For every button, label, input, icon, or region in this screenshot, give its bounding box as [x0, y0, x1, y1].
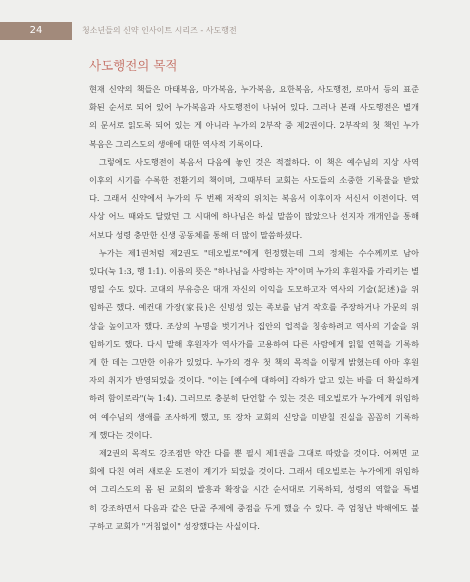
text-line: 있다(눅 1:3, 행 1:1). 이름의 뜻은 "하나님을 사랑하는 자"이며 누가의 후원자를 가리키는 별	[89, 266, 419, 277]
text-line: 서보다 성령 충만한 신생 공동체를 통해 더 많이 말씀하셨다.	[89, 229, 303, 240]
page-number: 24	[0, 22, 72, 40]
body-text	[89, 80, 419, 535]
paragraph	[89, 80, 419, 153]
text-line: 구하고 교회가 "거침없이" 성장했다는 사실이다.	[89, 520, 260, 531]
text-line: 이후의 시기를 수록한 전환기의 책이며, 그때부터 교회는 사도들의 소중한 기록물을 받았	[89, 175, 419, 186]
section-title: 사도행전의 목적	[89, 58, 178, 73]
text-line: 게 한 데는 그만한 이유가 있었다. 누가의 경우 첫 책의 목적을 이렇게 밝혔는데 아마 후원	[89, 357, 419, 368]
text-line: 임하곤 했다. 예컨대 가장(家長)은 신빙성 있는 족보를 남겨 작호를 주장하거나 가문의 위	[89, 302, 419, 313]
text-line: 화된 순서로 되어 있어 누가복음과 사도행전이 나뉘어 있다. 그러나 본래 사도행전은 별개	[89, 102, 419, 113]
text-line: 명일 수도 있다. 고대의 부유층은 대개 자신의 이익을 도모하고자 역사의 기술(記述)을 위	[89, 284, 419, 295]
text-line: 임하기도 했다. 다시 말해 후원자가 역사가를 고용하여 다른 사람에게 읽힐 연혁을 기록하	[89, 338, 419, 349]
text-line: 게 했다는 것이다.	[89, 429, 153, 440]
page-header	[0, 0, 470, 60]
text-line: 자의 취지가 반영되었을 것이다. "이는 [예수에 대하여] 각하가 알고 있는 바를 더 확실하게	[89, 375, 419, 386]
series-title: 청소년들의 신약 인사이트 시리즈 - 사도행전	[82, 26, 237, 35]
text-line: 복음은 그리스도의 생애에 대한 역사적 기록이다.	[89, 138, 263, 149]
text-line: 사상 어느 때와도 달랐던 그 시대에 하나님은 하실 말씀이 많았으나 선지자 개개인을 통해	[89, 211, 419, 222]
text-line: 상을 높이고자 했다. 조상의 누명을 벗기거나 집안의 업적을 칭송하려고 역사의 기술을 위	[89, 320, 419, 331]
text-line: 현재 신약의 책들은 마태복음, 마가복음, 누가복음, 요한복음, 사도행전, 로마서 등의 표준	[89, 84, 419, 94]
text-line: 의 문서로 읽도록 되어 있는 게 아니라 누가의 2부작 중 제2권이다. 2부작의 첫 책인 누가	[89, 120, 419, 131]
text-line: 다. 그래서 신약에서 누가의 두 번째 저작의 위치는 복음서 이후이자 서신서 이전이다. 역	[89, 193, 419, 204]
paragraph	[89, 153, 419, 244]
text-line: 여 예수님의 생애를 조사하게 했고, 또 장차 교회의 신앙을 미받칠 진실을 꼼꼼히 기록하	[89, 411, 419, 422]
text-line: 회에 다친 여러 새로운 도전이 계기가 되었을 것이다. 그래서 데오빌로는 누가에게 위임하	[89, 466, 419, 477]
text-line: 히 강조하면서 다음과 같은 단골 주제에 중점을 두게 했을 수 있다. 즉 엄청난 박해에도 불	[89, 502, 419, 513]
text-line: 제2권의 목적도 강조점만 약간 다를 뿐 필시 제1권을 그대로 따랐을 것이다. 어쩌면 교	[99, 448, 419, 459]
text-line: 그렇에도 사도행전이 복음서 다음에 놓인 것은 적절하다. 이 책은 예수님의 지상 사역	[99, 156, 419, 167]
text-line: 여 그리스도의 몸 된 교회의 발흥과 확장을 시간 순서대로 기록하되, 성령의 역할을 특별	[89, 484, 419, 495]
text-line: 누가는 제1권처럼 제2권도 "데오빌로"에게 헌정했는데 그의 정체는 수수께끼로 남아	[99, 247, 419, 258]
text-line: 하려 함이로라"(눅 1:4). 그러므로 충분히 단언할 수 있는 것은 데오빌로가 누가에게 위임하	[89, 393, 419, 404]
paragraph	[89, 244, 419, 444]
paragraph	[89, 444, 419, 535]
